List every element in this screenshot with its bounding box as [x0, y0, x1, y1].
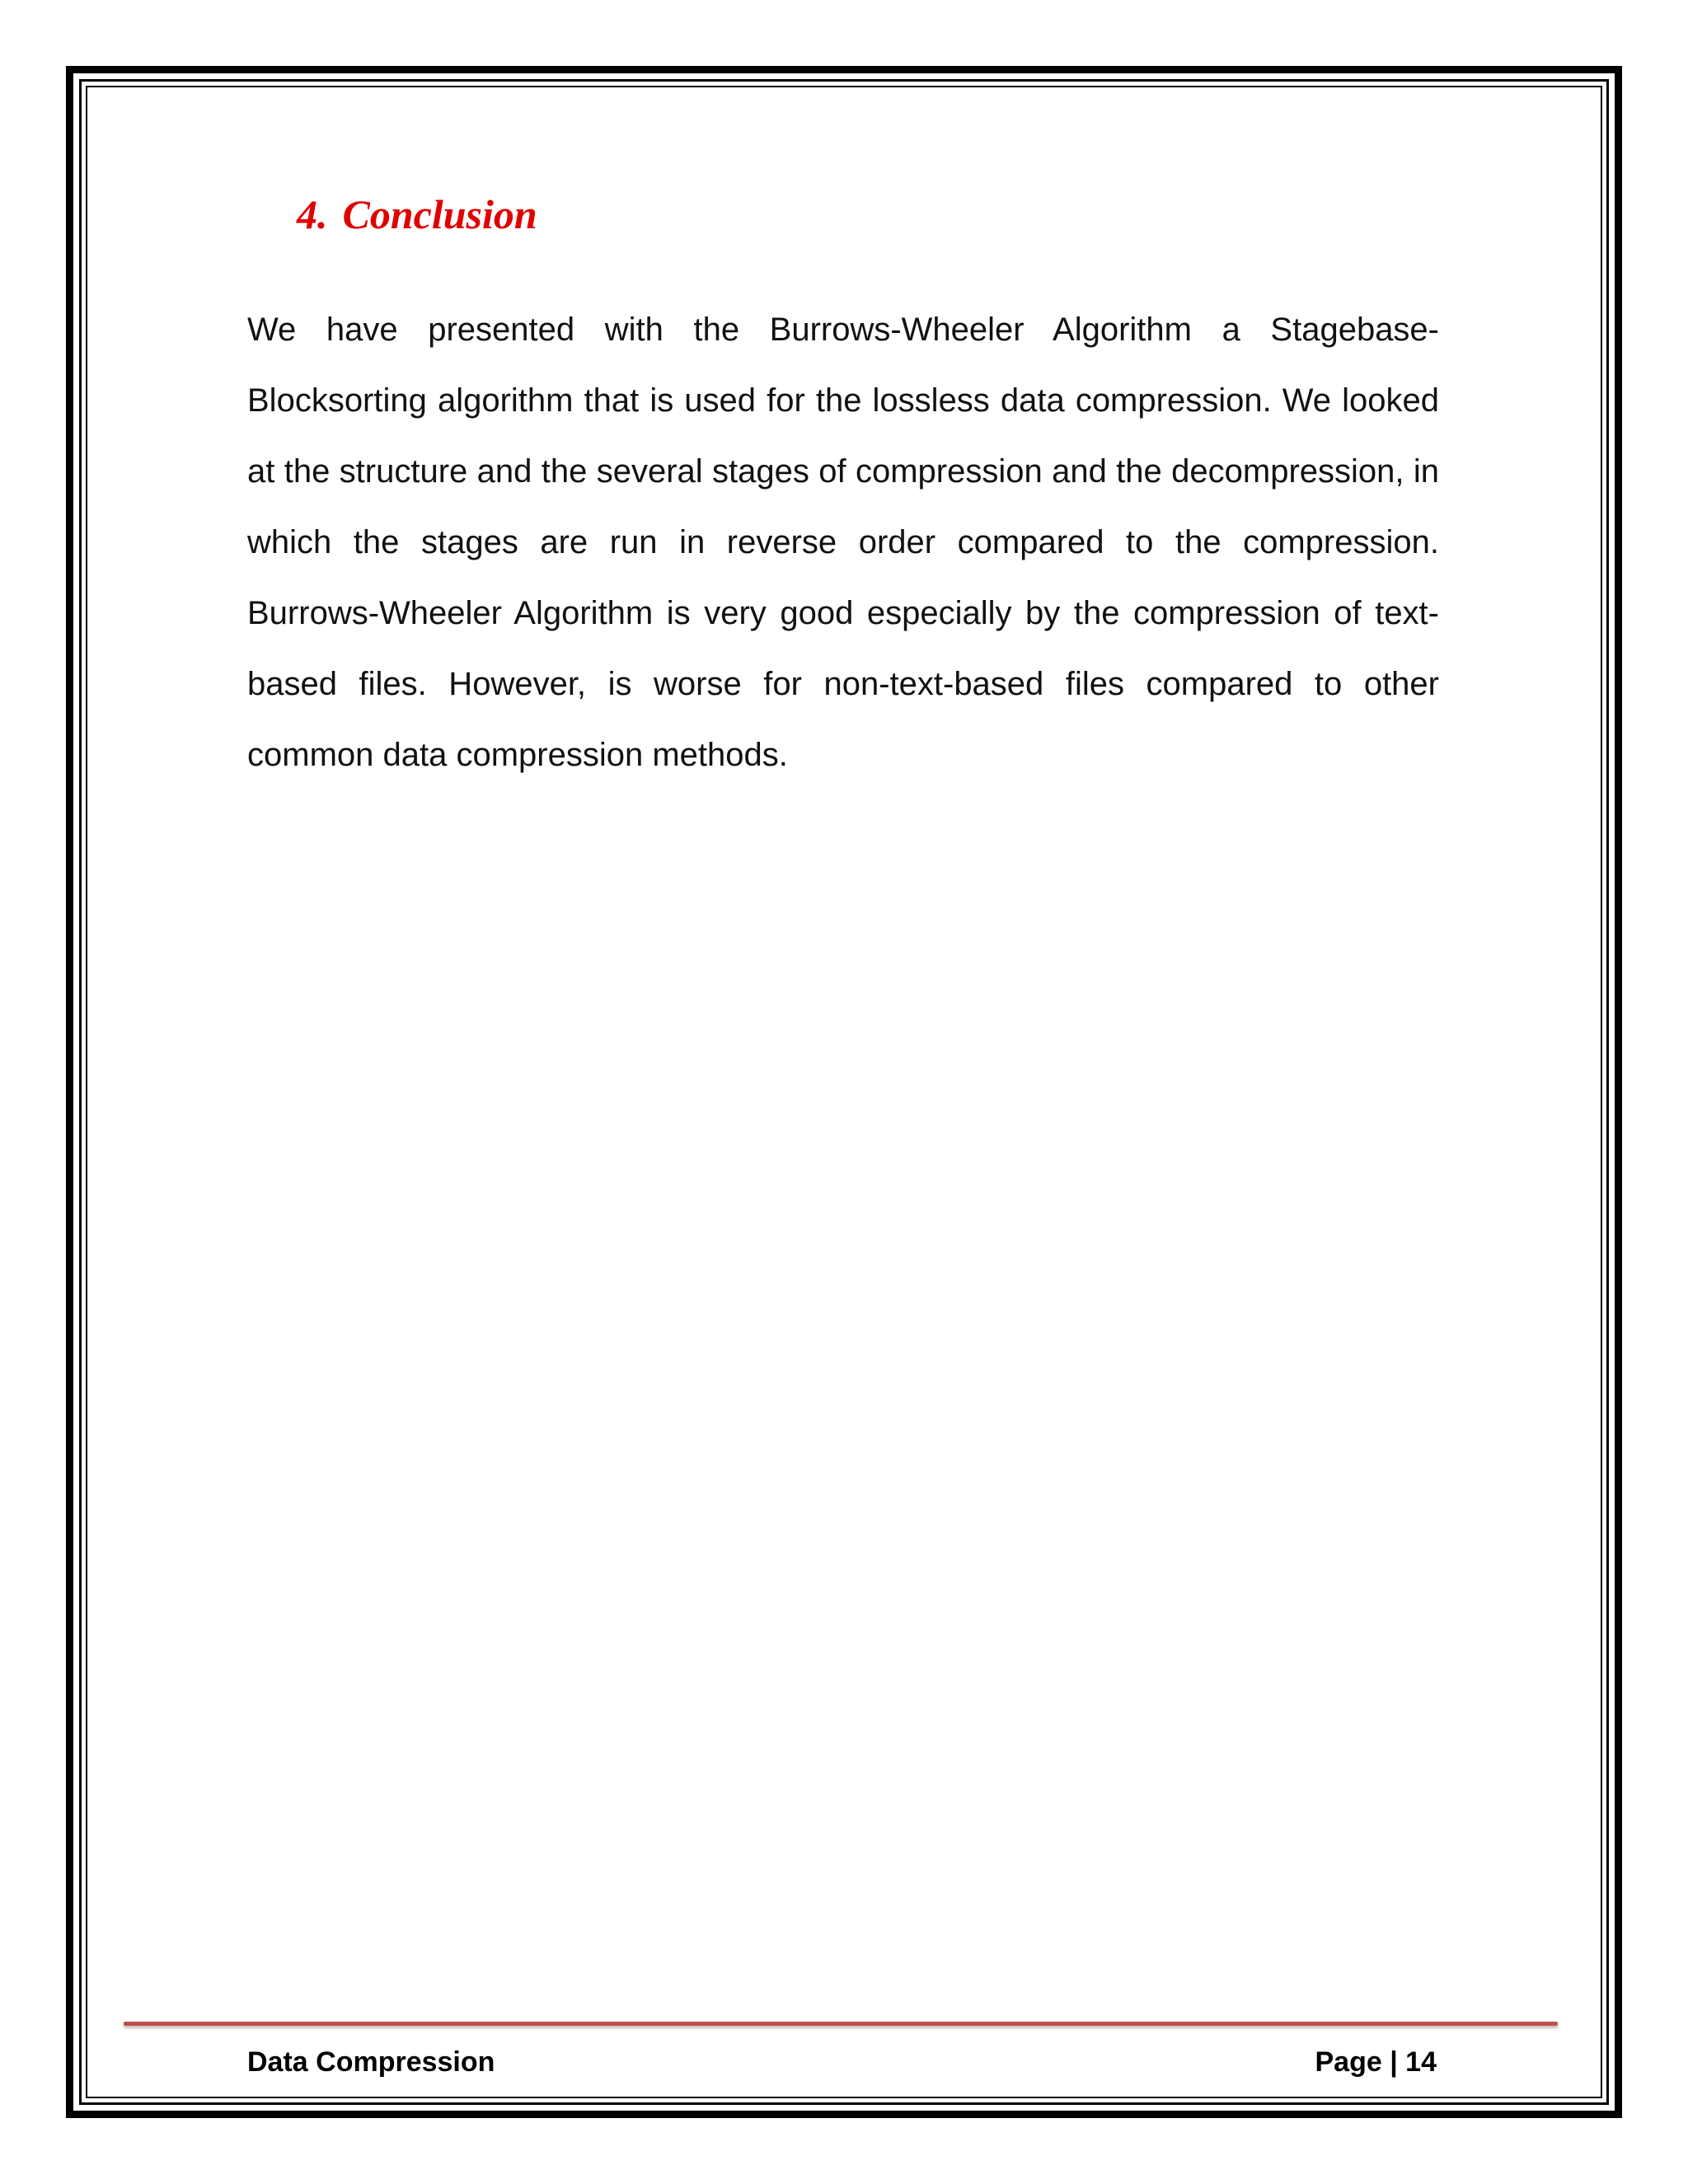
- footer-rule: [124, 2022, 1558, 2026]
- footer-document-title: Data Compression: [247, 2046, 495, 2078]
- section-title: Conclusion: [342, 191, 537, 237]
- footer-page-number: Page | 14: [1315, 2046, 1437, 2078]
- section-number: 4.: [297, 191, 328, 237]
- section-heading: [297, 190, 537, 239]
- conclusion-paragraph: We have presented with the Burrows-Wheeler Algorithm a Stagebase-Blocksorting algorithm that is used for the lossless data compression. We looked at the structure and the several stages of compression and the decompression, in which the stages are run in reverse order compared to the compression. Burrows-Wheeler Algorithm is very good especially by the compression of text-based files. However, is worse for non-text-based files compared to other common data compression methods.: [247, 312, 1439, 773]
